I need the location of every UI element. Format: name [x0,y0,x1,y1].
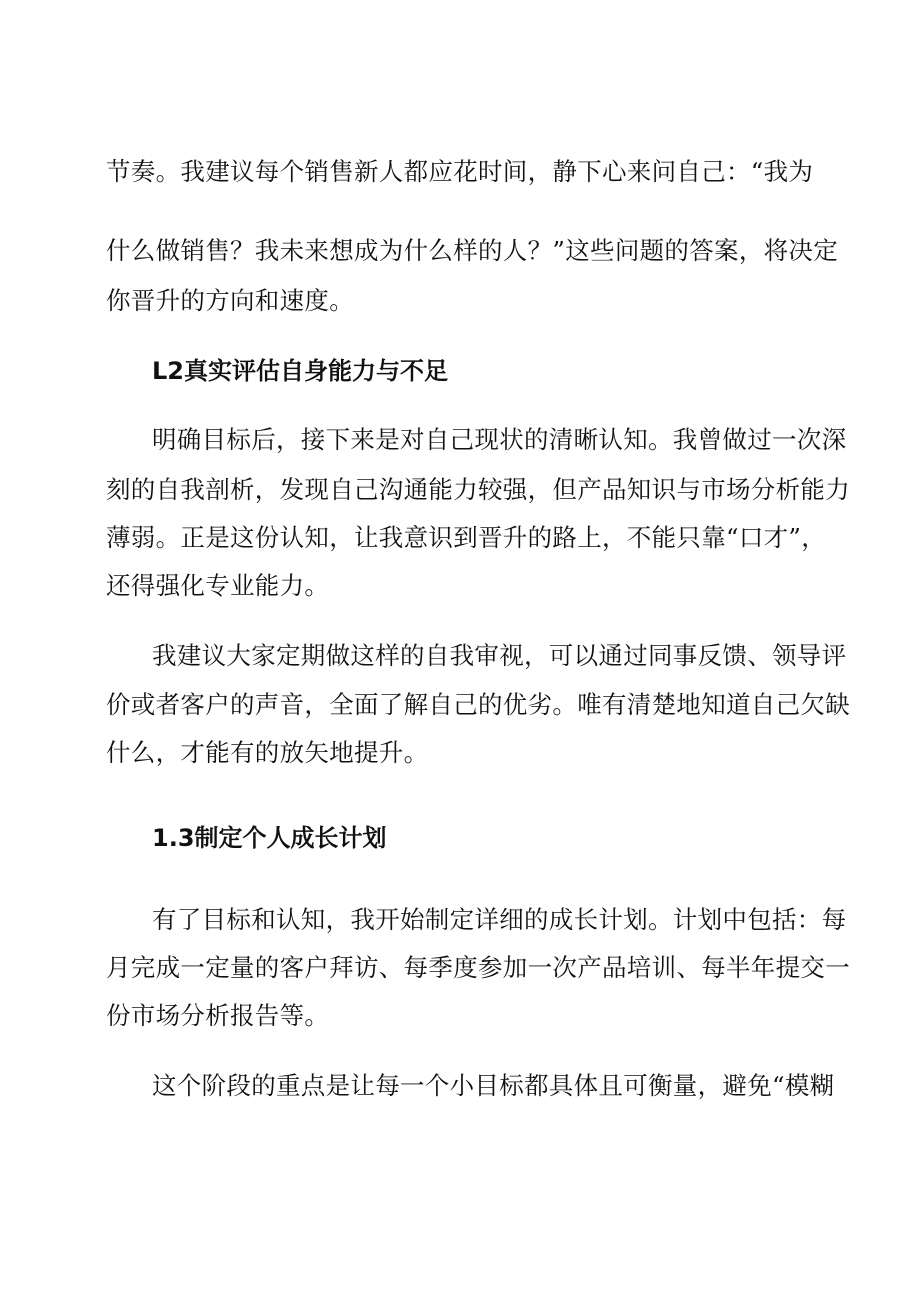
paragraph-line: 节奏。我建议每个销售新人都应花时间，静下心来问自己：“我为 [106,157,814,186]
paragraph-line: 有了目标和认知，我开始制定详细的成长计划。计划中包括：每 [152,905,847,934]
section-heading-1-2: L2真实评估自身能力与不足 [152,357,448,385]
paragraph-line: 月完成一定量的客户拜访、每季度参加一次产品培训、每半年提交一 [106,953,850,982]
paragraph-line: 份市场分析报告等。 [106,1001,330,1030]
paragraph-line: 明确目标后，接下来是对自己现状的清晰认知。我曾做过一次深 [152,425,847,454]
paragraph-line: 价或者客户的声音，全面了解自己的优劣。唯有清楚地知道自己欠缺 [106,690,850,719]
paragraph-line: 刻的自我剖析，发现自己沟通能力较强，但产品知识与市场分析能力 [106,475,850,504]
paragraph-line: 什么做销售？我未来想成为什么样的人？”这些问题的答案，将决定 [106,236,839,265]
paragraph-line: 我建议大家定期做这样的自我审视，可以通过同事反馈、领导评 [152,641,847,670]
section-heading-1-3: 1.3制定个人成长计划 [152,824,387,852]
paragraph-line: 这个阶段的重点是让每一个小目标都具体且可衡量，避免“模糊 [152,1071,835,1100]
paragraph-line: 薄弱。正是这份认知，让我意识到晋升的路上，不能只靠“口才”， [106,523,827,552]
paragraph-line: 还得强化专业能力。 [106,571,330,600]
paragraph-line: 你晋升的方向和速度。 [106,286,354,315]
paragraph-line: 什么，才能有的放矢地提升。 [106,738,429,767]
